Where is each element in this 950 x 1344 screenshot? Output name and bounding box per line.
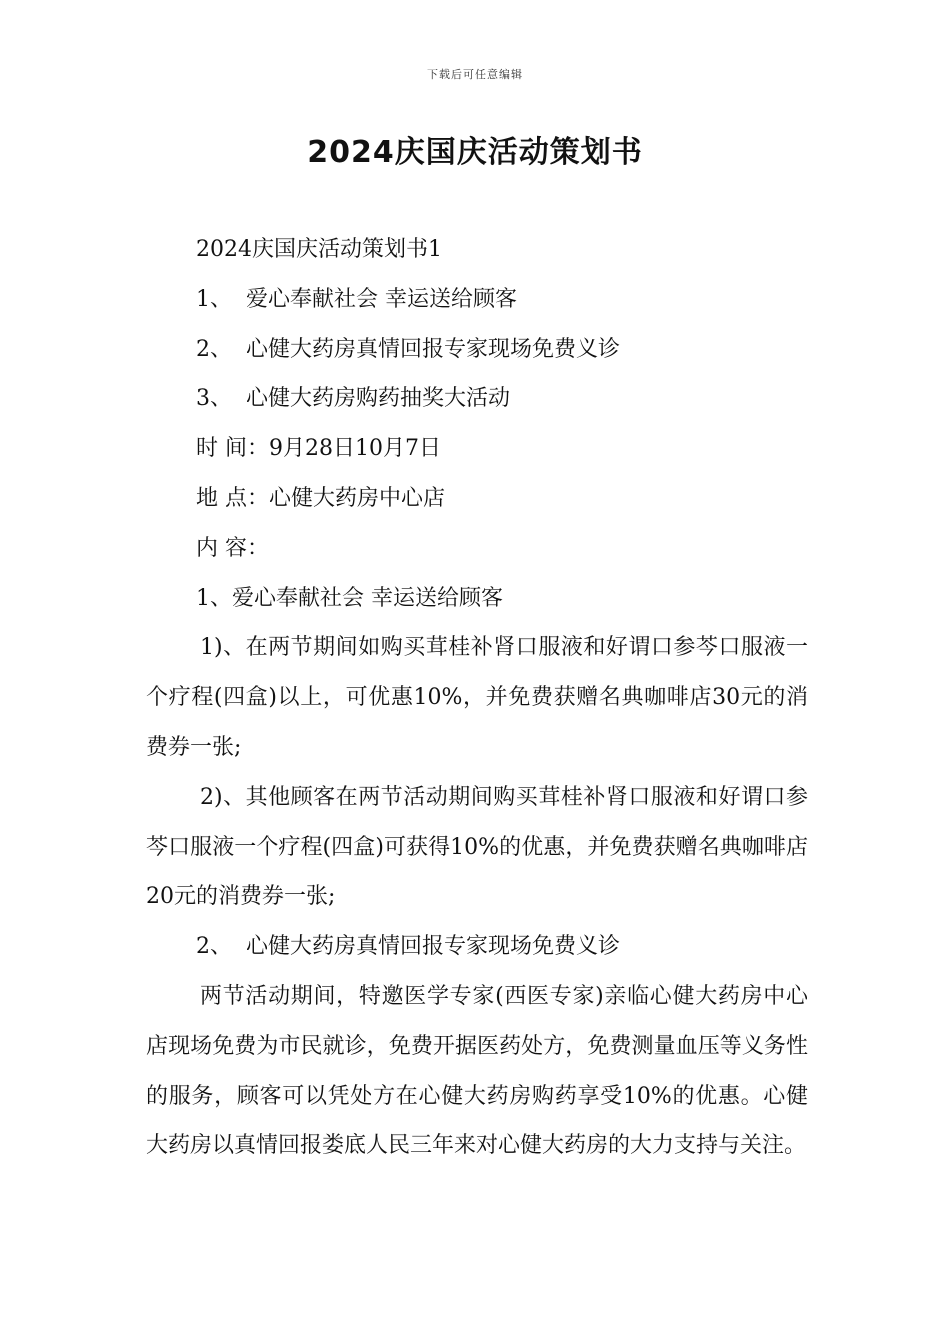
content-label: 内 容： — [196, 535, 269, 561]
section1-item-2: 2)、其他顾客在两节活动期间购买茸桂补肾口服液和好谓口参芩口服液一个疗程(四盒)可获得10%的优惠，并免费获赠名典咖啡店20元的消费券一张; — [146, 784, 808, 910]
subtitle: 2024庆国庆活动策划书1 — [196, 237, 442, 262]
document-body — [146, 225, 808, 1171]
document-title: 2024庆国庆活动策划书 — [307, 135, 643, 170]
theme-item-3: 3、 心健大药房购药抽奖大活动 — [196, 386, 510, 412]
time-line: 时 间：9月28日10月7日 — [196, 436, 441, 462]
header-note: 下载后可任意编辑 — [427, 68, 523, 81]
section1-item-1: 1)、在两节期间如购买茸桂补肾口服液和好谓口参芩口服液一个疗程(四盒)以上，可优惠10%，并免费获赠名典咖啡店30元的消费券一张; — [146, 635, 808, 760]
section2-body: 两节活动期间，特邀医学专家(西医专家)亲临心健大药房中心店现场免费为市民就诊，免费开据医药处方，免费测量血压等义务性的服务，顾客可以凭处方在心健大药房购药享受10%的优惠。心健大药房以真情回报娄底人民三年来对心健大药房的大力支持与关注。 — [146, 983, 808, 1159]
section2-heading: 2、 心健大药房真情回报专家现场免费义诊 — [196, 934, 620, 960]
theme-item-2: 2、 心健大药房真情回报专家现场免费义诊 — [196, 336, 620, 362]
theme-item-1: 1、 爱心奉献社会 幸运送给顾客 — [196, 286, 517, 312]
section1-heading: 1、爱心奉献社会 幸运送给顾客 — [196, 585, 503, 611]
place-line: 地 点：心健大药房中心店 — [196, 485, 445, 511]
